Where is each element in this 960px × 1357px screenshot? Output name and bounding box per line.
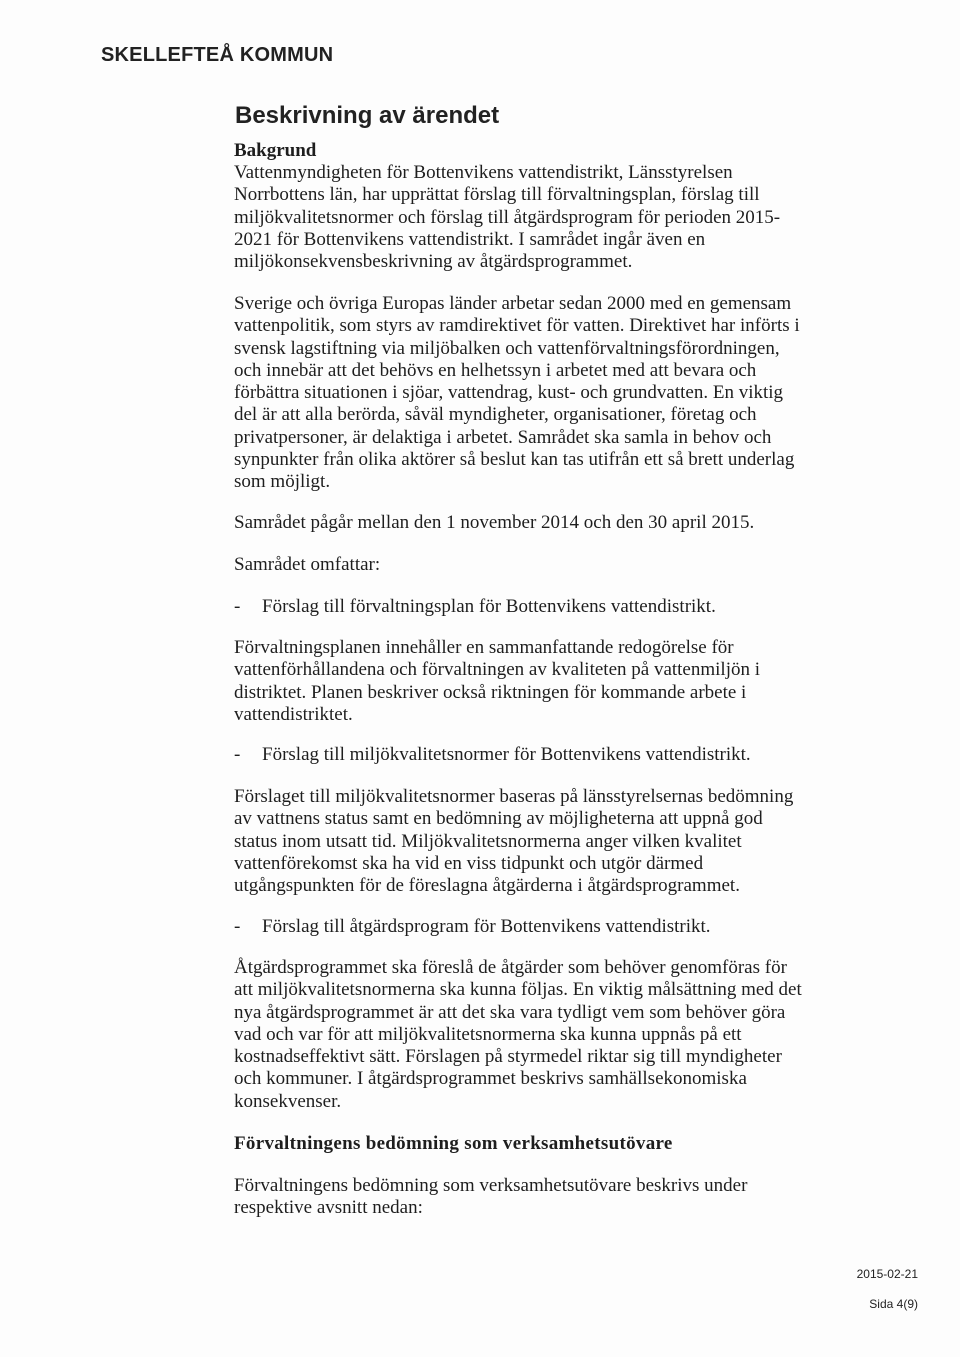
text-line: vattenförhållandena och förvaltningen av kvaliteten på vattenmiljön i: [234, 659, 761, 681]
text-line: svensk lagstiftning via miljöbalken och vattenförvaltningsförordningen,: [234, 337, 780, 359]
text-line: vattendistriktet.: [234, 703, 353, 725]
text-line: som möjligt.: [234, 471, 331, 493]
consultation-scope-label: Samrådet omfattar:: [234, 554, 381, 575]
list-item: [234, 596, 716, 618]
text-line: vattenpolitik, som styrs av ramdirektivet för vatten. Direktivet har införts i: [234, 315, 800, 337]
text-line: konsekvenser.: [234, 1090, 342, 1112]
text-line: kostnadseffektivt sätt. Förslagen på styrmedel riktar sig till myndigheter: [234, 1046, 782, 1068]
bullet-dash: -: [234, 744, 241, 765]
organization-name: SKELLEFTEÅ KOMMUN: [101, 44, 334, 66]
document-date: 2015-02-21: [856, 1267, 918, 1281]
assessment-heading: Förvaltningens bedömning som verksamhetsutövare: [234, 1133, 673, 1154]
bullet-dash: -: [234, 916, 241, 937]
page-number: Sida 4(9): [869, 1297, 918, 1311]
text-line: miljökvalitetsnormer och förslag till åtgärdsprogram för perioden 2015-: [234, 206, 781, 228]
list-item: [234, 744, 751, 766]
bullet-dash: -: [234, 596, 241, 617]
text-line: utgångspunkten för de föreslagna åtgärderna i åtgärdsprogrammet.: [234, 875, 740, 897]
text-line: vattenförekomst ska ha vid en viss tidpunkt och utgör därmed: [234, 852, 704, 874]
text-line: del är att alla berörda, såväl myndigheter, organisationer, företag och: [234, 404, 757, 426]
text-line: nya åtgärdsprogrammet är att det ska vara tydligt vem som behöver göra: [234, 1001, 786, 1023]
text-line: status inom utsatt tid. Miljökvalitetsnormerna anger vilken kvalitet: [234, 830, 742, 852]
list-item-title: Förslag till åtgärdsprogram för Bottenvikens vattendistrikt.: [262, 916, 711, 937]
list-item-title: Förslag till förvaltningsplan för Bottenvikens vattendistrikt.: [262, 596, 716, 617]
text-line: och innebär att det behövs en helhetssyn i arbetet med att bevara och: [234, 359, 757, 381]
text-line: Åtgärdsprogrammet ska föreslå de åtgärder som behöver genomföras för: [234, 957, 787, 978]
consultation-period: Samrådet pågår mellan den 1 november 2014 och den 30 april 2015.: [234, 512, 755, 533]
text-line: Förslaget till miljökvalitetsnormer baseras på länsstyrelsernas bedömning: [234, 786, 794, 807]
eu-water-policy-paragraph: [234, 293, 824, 494]
text-line: att miljökvalitetsnormerna ska kunna följas. En viktig målsättning med det: [234, 979, 802, 1001]
text-line: Förvaltningsplanen innehåller en sammanfattande redogörelse för: [234, 637, 734, 658]
text-line: miljökonsekvensbeskrivning av åtgärdsprogrammet.: [234, 251, 633, 273]
text-line: Förvaltningens bedömning som verksamhetsutövare beskrivs under: [234, 1175, 748, 1196]
list-item: [234, 916, 711, 938]
text-line: Vattenmyndigheten för Bottenvikens vattendistrikt, Länsstyrelsen: [234, 162, 733, 183]
background-paragraph: [234, 162, 824, 273]
background-section: [234, 140, 824, 273]
background-heading: Bakgrund: [234, 140, 317, 161]
text-line: av vattnens status samt en bedömning av möjligheterna att uppnå god: [234, 808, 763, 830]
text-line: Sverige och övriga Europas länder arbetar sedan 2000 med en gemensam: [234, 293, 792, 314]
text-line: vad och var för att miljökvalitetsnormerna ska kunna uppnås på ett: [234, 1023, 742, 1045]
text-line: synpunkter från olika aktörer så beslut kan tas utifrån ett så brett underlag: [234, 449, 795, 471]
management-plan-paragraph: [234, 637, 824, 726]
text-line: 2021 för Bottenvikens vattendistrikt. I samrådet ingår även en: [234, 228, 706, 250]
text-line: och kommuner. I åtgärdsprogrammet beskrivs samhällsekonomiska: [234, 1068, 747, 1090]
text-line: Norrbottens län, har upprättat förslag till förvaltningsplan, förslag till: [234, 184, 760, 206]
text-line: privatpersoner, är delaktiga i arbetet. Samrådet ska samla in behov och: [234, 426, 772, 448]
action-program-paragraph: [234, 957, 824, 1113]
assessment-paragraph: [234, 1175, 824, 1220]
page-title: Beskrivning av ärendet: [235, 102, 500, 129]
text-line: distriktet. Planen beskriver också riktningen för kommande arbete i: [234, 681, 747, 703]
environmental-quality-paragraph: [234, 786, 824, 897]
text-line: förbättra situationen i sjöar, vattendrag, kust- och grundvatten. En viktig: [234, 382, 784, 404]
text-line: respektive avsnitt nedan:: [234, 1197, 423, 1219]
list-item-title: Förslag till miljökvalitetsnormer för Bottenvikens vattendistrikt.: [262, 744, 751, 765]
